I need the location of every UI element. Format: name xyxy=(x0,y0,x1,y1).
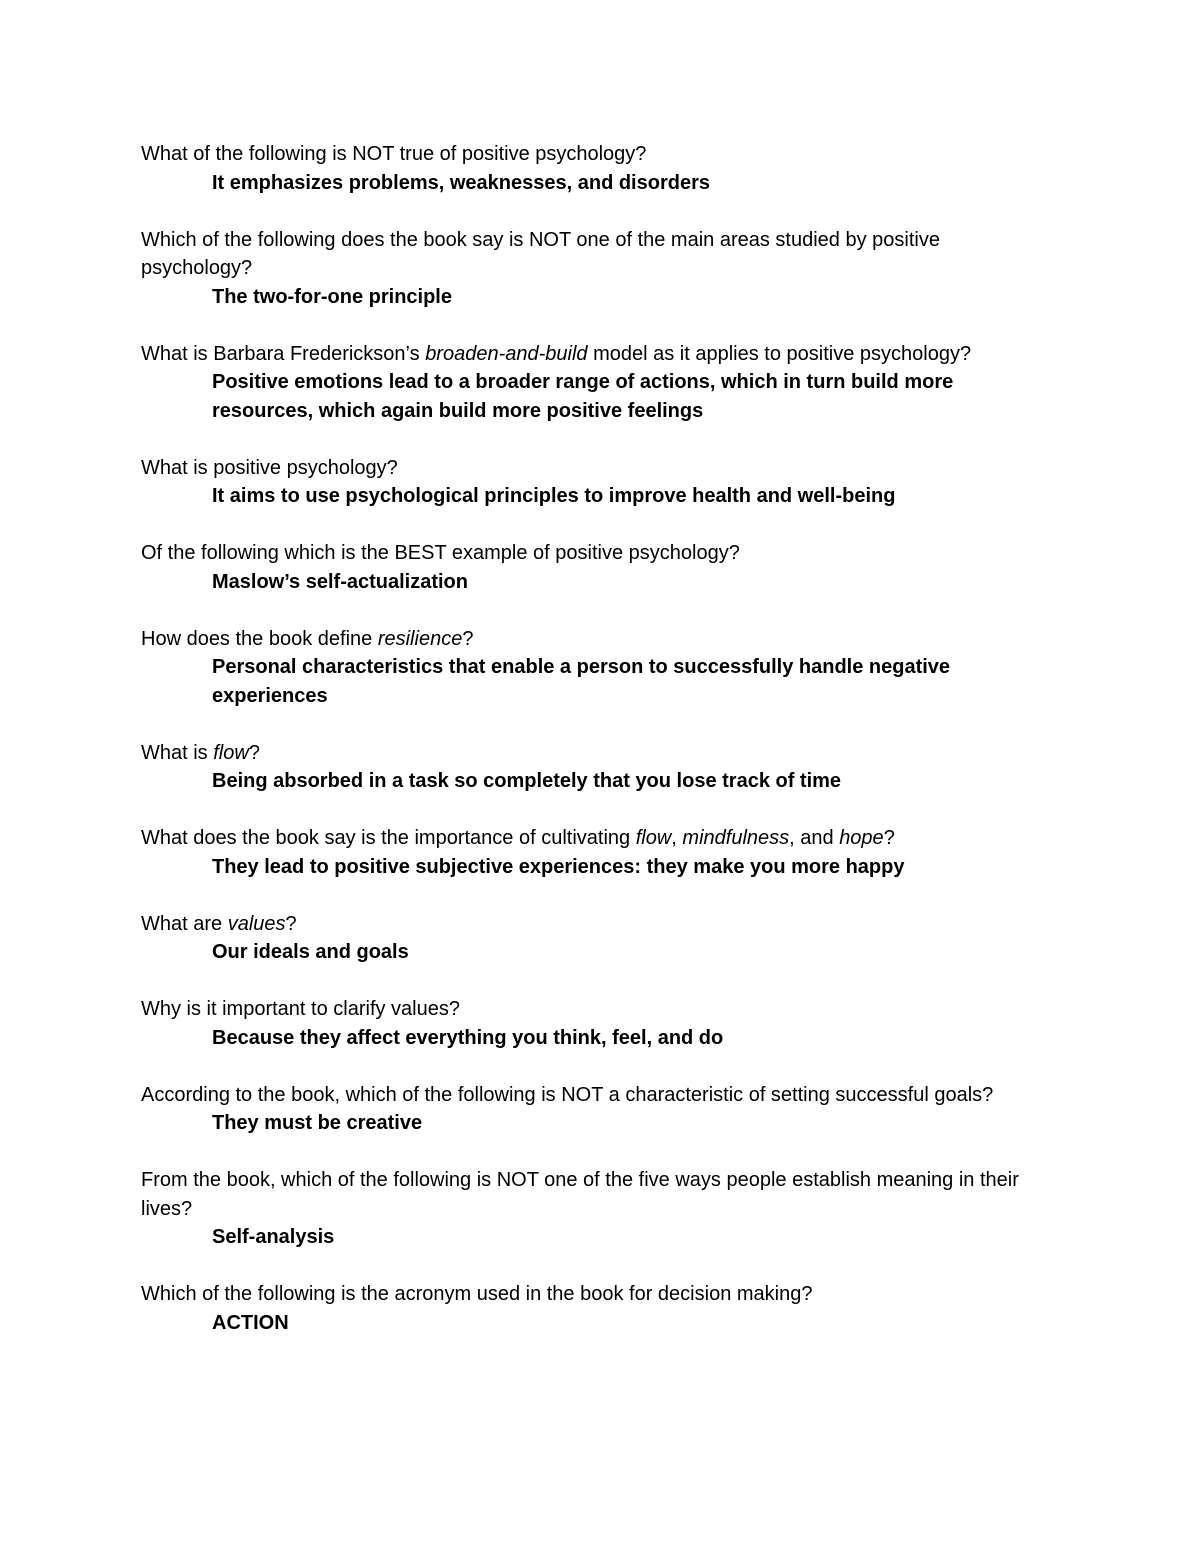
answer-text: Self-analysis xyxy=(212,1226,335,1248)
answer-text: It aims to use psychological principles to improve health and well-being xyxy=(212,485,896,507)
answer-text: Maslow’s self-actualization xyxy=(212,570,468,593)
qa-item xyxy=(141,226,1051,312)
answer-text: Our ideals and goals xyxy=(212,941,409,963)
italic-term: hope xyxy=(839,827,884,849)
question-text: What is flow? xyxy=(141,741,260,764)
qa-item xyxy=(141,625,1051,711)
italic-term: flow xyxy=(213,741,249,764)
qa-item xyxy=(141,140,1051,197)
qa-item xyxy=(141,910,1051,967)
question-text: Of the following which is the BEST example of positive psychology? xyxy=(141,542,740,564)
question-text: What does the book say is the importance of cultivating flow, mindfulness, and hope? xyxy=(141,827,895,849)
answer-text: Because they affect everything you think, feel, and do xyxy=(212,1026,724,1049)
answer-text: Personal characteristics that enable a person to successfully handle negative experiences xyxy=(212,656,951,707)
italic-term: mindfulness xyxy=(682,827,790,849)
question-text: According to the book, which of the following is NOT a characteristic of setting successful goals? xyxy=(141,1083,994,1106)
question-text: From the book, which of the following is NOT one of the five ways people establish meaning in their lives? xyxy=(141,1169,1019,1220)
question-text: What of the following is NOT true of positive psychology? xyxy=(141,143,647,165)
answer-text: It emphasizes problems, weaknesses, and disorders xyxy=(212,171,710,194)
answer-text: Positive emotions lead to a broader range of actions, which in turn build more resources, which again build more positive feelings xyxy=(212,371,954,422)
italic-term: values xyxy=(227,912,286,935)
question-text: How does the book define resilience? xyxy=(141,627,474,650)
italic-term: resilience xyxy=(377,627,463,650)
question-text: What is Barbara Frederickson’s broaden-and-build model as it applies to positive psychology? xyxy=(141,342,972,365)
question-text: What are values? xyxy=(141,912,297,935)
answer-text: Being absorbed in a task so completely that you lose track of time xyxy=(212,770,842,792)
question-text: Why is it important to clarify values? xyxy=(141,998,460,1020)
qa-list xyxy=(141,140,1051,1366)
qa-item xyxy=(141,454,1051,511)
question-text: Which of the following is the acronym used in the book for decision making? xyxy=(141,1283,813,1305)
answer-text: The two-for-one principle xyxy=(212,285,452,308)
qa-item xyxy=(141,539,1051,596)
question-text: What is positive psychology? xyxy=(141,456,398,479)
qa-item xyxy=(141,1166,1051,1252)
answer-text: They must be creative xyxy=(212,1112,423,1134)
italic-term: flow xyxy=(635,827,672,849)
answer-text: ACTION xyxy=(212,1311,289,1334)
qa-item xyxy=(141,340,1051,426)
qa-item xyxy=(141,1081,1051,1138)
qa-item xyxy=(141,1280,1051,1337)
answer-text: They lead to positive subjective experiences: they make you more happy xyxy=(212,855,905,878)
italic-term: broaden-and-build xyxy=(425,342,588,365)
question-text: Which of the following does the book say is NOT one of the main areas studied by positive psychology? xyxy=(141,228,940,279)
qa-item xyxy=(141,824,1051,881)
qa-item xyxy=(141,995,1051,1052)
qa-item xyxy=(141,739,1051,796)
